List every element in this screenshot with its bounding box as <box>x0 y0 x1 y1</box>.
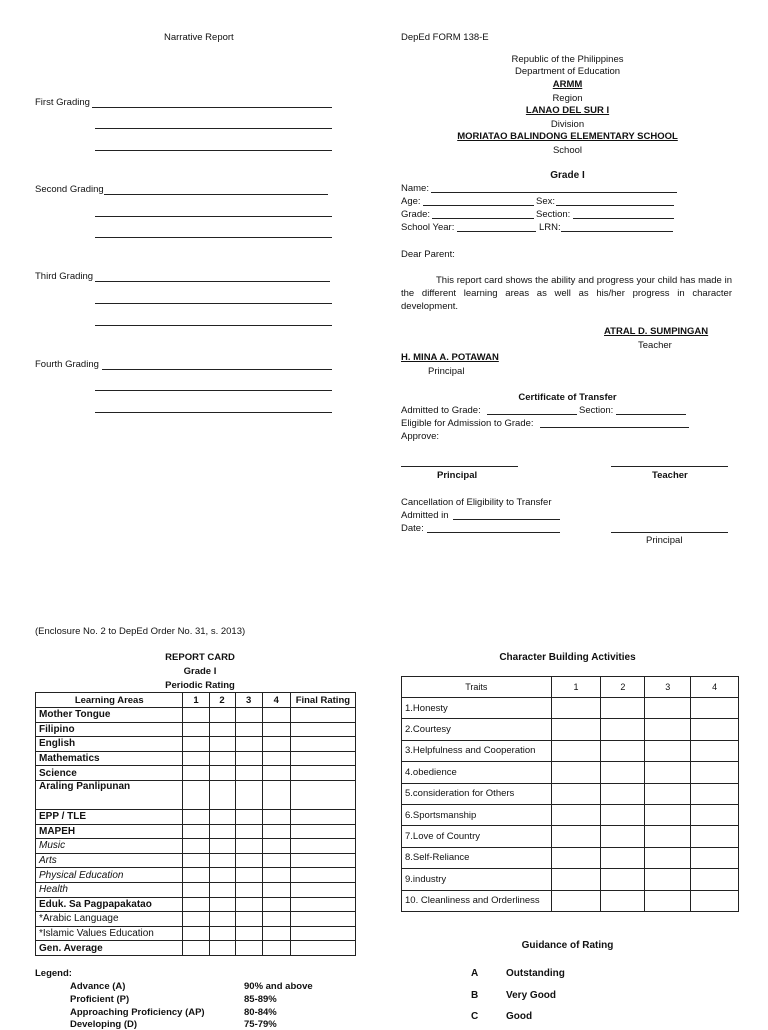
rating-cell-q2[interactable] <box>209 824 235 839</box>
rating-cell-final[interactable] <box>290 722 355 737</box>
report-card-row <box>36 912 356 927</box>
character-row <box>402 804 739 825</box>
rating-cell-final[interactable] <box>290 868 355 883</box>
division-label: Division <box>550 119 585 130</box>
trait-rating-cell-c2[interactable] <box>601 762 645 783</box>
fourth-grading-line-2[interactable] <box>95 390 332 391</box>
legend-title: Legend: <box>35 968 72 979</box>
learning-area-name: Mathematics <box>36 751 183 766</box>
report-card-row <box>36 766 356 781</box>
rating-cell-q3[interactable] <box>235 809 262 824</box>
report-card-row <box>36 897 356 912</box>
name-label: Name: <box>401 183 429 194</box>
trait-rating-cell-c4[interactable] <box>691 762 739 783</box>
admitted-in-label: Admitted in <box>401 510 449 521</box>
learning-area-name: *Arabic Language <box>36 912 183 927</box>
salutation: Dear Parent: <box>401 249 455 260</box>
school-value: MORIATAO BALINDONG ELEMENTARY SCHOOL <box>457 131 678 142</box>
header-learning-areas: Learning Areas <box>36 693 183 708</box>
lrn-label: LRN: <box>539 222 561 233</box>
rating-cell-final[interactable] <box>290 780 355 809</box>
fourth-grading-line-1[interactable] <box>102 369 332 370</box>
character-row <box>402 847 739 868</box>
rating-cell-q2[interactable] <box>209 882 235 897</box>
legend-label-developing: Developing (D) <box>70 1019 138 1030</box>
trait-rating-cell-c3[interactable] <box>645 826 691 847</box>
character-row <box>402 826 739 847</box>
legend-label-advance: Advance (A) <box>70 981 126 992</box>
report-card-row <box>36 722 356 737</box>
rating-cell-final[interactable] <box>290 737 355 752</box>
rating-cell-q4[interactable] <box>262 853 290 868</box>
guidance-label-c: Good <box>506 1011 533 1022</box>
guidance-label-a: Outstanding <box>506 968 565 979</box>
trait-name: 3.Helpfulness and Cooperation <box>402 740 552 761</box>
section-label: Section: <box>536 209 571 220</box>
rating-cell-q2[interactable] <box>209 912 235 927</box>
character-title: Character Building Activities <box>499 652 636 663</box>
rating-cell-q2[interactable] <box>209 809 235 824</box>
rating-cell-q2[interactable] <box>209 853 235 868</box>
report-card-title: REPORT CARD <box>165 652 235 663</box>
rating-cell-q3[interactable] <box>235 766 262 781</box>
rating-cell-q1[interactable] <box>183 941 209 956</box>
rating-cell-q3[interactable] <box>235 708 262 723</box>
rating-cell-q3[interactable] <box>235 737 262 752</box>
trait-rating-cell-c4[interactable] <box>691 869 739 890</box>
division-value: LANAO DEL SUR I <box>525 105 610 116</box>
third-grading-line-1[interactable] <box>95 281 330 282</box>
rating-cell-q4[interactable] <box>262 868 290 883</box>
teacher-name: ATRAL D. SUMPINGAN <box>604 326 709 337</box>
report-card-row <box>36 737 356 752</box>
rating-cell-q4[interactable] <box>262 751 290 766</box>
rating-cell-q3[interactable] <box>235 912 262 927</box>
region-value: ARMM <box>552 79 583 90</box>
header-q1: 1 <box>183 693 209 708</box>
header-c4: 4 <box>691 677 739 698</box>
report-card-subtitle: Periodic Rating <box>165 680 235 691</box>
rating-cell-q1[interactable] <box>183 839 209 854</box>
teacher-signature-line[interactable] <box>611 466 728 467</box>
fourth-grading-line-3[interactable] <box>95 412 332 413</box>
trait-rating-cell-c1[interactable] <box>551 804 601 825</box>
legend-label-proficient: Proficient (P) <box>70 994 130 1005</box>
rating-cell-q2[interactable] <box>209 941 235 956</box>
rating-cell-q1[interactable] <box>183 809 209 824</box>
rating-cell-final[interactable] <box>290 766 355 781</box>
admitted-grade-label: Admitted to Grade: <box>401 405 481 416</box>
learning-area-name: Eduk. Sa Pagpapakatao <box>36 897 183 912</box>
report-card-row <box>36 839 356 854</box>
report-card-row <box>36 853 356 868</box>
trait-rating-cell-c3[interactable] <box>645 869 691 890</box>
eligible-label: Eligible for Admission to Grade: <box>401 418 534 429</box>
cancel-principal-label: Principal <box>646 535 683 546</box>
rating-cell-q2[interactable] <box>209 766 235 781</box>
school-label: School <box>552 145 583 156</box>
admitted-in-field[interactable] <box>453 519 560 520</box>
rating-cell-q1[interactable] <box>183 926 209 941</box>
trait-rating-cell-c2[interactable] <box>601 869 645 890</box>
report-card-header-row <box>36 693 356 708</box>
rating-cell-q2[interactable] <box>209 868 235 883</box>
trait-rating-cell-c4[interactable] <box>691 890 739 911</box>
trait-rating-cell-c3[interactable] <box>645 847 691 868</box>
trait-rating-cell-c2[interactable] <box>601 740 645 761</box>
guidance-label-b: Very Good <box>506 990 557 1001</box>
rating-cell-q2[interactable] <box>209 780 235 809</box>
rating-cell-final[interactable] <box>290 941 355 956</box>
report-card-row <box>36 780 356 809</box>
trait-rating-cell-c1[interactable] <box>551 847 601 868</box>
rating-cell-final[interactable] <box>290 809 355 824</box>
report-card-table <box>35 692 356 956</box>
rating-cell-q3[interactable] <box>235 926 262 941</box>
rating-cell-q4[interactable] <box>262 737 290 752</box>
header-q2: 2 <box>209 693 235 708</box>
report-card-row <box>36 708 356 723</box>
rating-cell-final[interactable] <box>290 853 355 868</box>
rating-cell-q4[interactable] <box>262 780 290 809</box>
first-grading-line-3[interactable] <box>95 150 332 151</box>
trait-rating-cell-c1[interactable] <box>551 698 601 719</box>
sex-field[interactable] <box>556 205 674 206</box>
trait-rating-cell-c1[interactable] <box>551 826 601 847</box>
first-grading-line-2[interactable] <box>95 128 332 129</box>
legend-range-developing: 75-79% <box>244 1019 277 1030</box>
first-grading-line-1[interactable] <box>92 107 332 108</box>
learning-area-name: Arts <box>36 853 183 868</box>
age-field[interactable] <box>423 205 534 206</box>
report-card-row <box>36 941 356 956</box>
rating-cell-q1[interactable] <box>183 737 209 752</box>
report-card-row <box>36 751 356 766</box>
cert-section-label: Section: <box>579 405 614 416</box>
cancel-principal-signature-line[interactable] <box>611 532 728 533</box>
report-card-grade: Grade I <box>183 666 217 677</box>
header-q4: 4 <box>262 693 290 708</box>
rating-cell-q2[interactable] <box>209 722 235 737</box>
character-row <box>402 719 739 740</box>
grade-label: Grade: <box>401 209 431 220</box>
cert-section-field[interactable] <box>616 414 686 415</box>
teacher-label: Teacher <box>638 340 672 351</box>
trait-rating-cell-c4[interactable] <box>691 719 739 740</box>
rating-cell-q1[interactable] <box>183 708 209 723</box>
legend-range-advance: 90% and above <box>244 981 313 992</box>
rating-cell-q4[interactable] <box>262 926 290 941</box>
rating-cell-q3[interactable] <box>235 839 262 854</box>
rating-cell-q4[interactable] <box>262 809 290 824</box>
rating-cell-final[interactable] <box>290 882 355 897</box>
trait-rating-cell-c4[interactable] <box>691 740 739 761</box>
age-label: Age: <box>401 196 421 207</box>
third-grading-line-3[interactable] <box>95 325 332 326</box>
principal-name: H. MINA A. POTAWAN <box>401 352 499 363</box>
trait-rating-cell-c2[interactable] <box>601 826 645 847</box>
rating-cell-q4[interactable] <box>262 766 290 781</box>
trait-name: 4.obedience <box>402 762 552 783</box>
learning-area-name: Mother Tongue <box>36 708 183 723</box>
rating-cell-final[interactable] <box>290 839 355 854</box>
trait-name: 9.industry <box>402 869 552 890</box>
department-text: Department of Education <box>514 66 621 77</box>
header-c3: 3 <box>645 677 691 698</box>
header-final-rating: Final Rating <box>290 693 355 708</box>
character-row <box>402 740 739 761</box>
rating-cell-q3[interactable] <box>235 722 262 737</box>
trait-rating-cell-c2[interactable] <box>601 804 645 825</box>
rating-cell-q4[interactable] <box>262 897 290 912</box>
character-row <box>402 783 739 804</box>
learning-area-name: MAPEH <box>36 824 183 839</box>
trait-rating-cell-c3[interactable] <box>645 783 691 804</box>
learning-area-name: Araling Panlipunan <box>36 780 183 809</box>
second-grading-line-3[interactable] <box>95 237 332 238</box>
rating-cell-q4[interactable] <box>262 824 290 839</box>
rating-cell-q1[interactable] <box>183 897 209 912</box>
header-traits: Traits <box>402 677 552 698</box>
character-row <box>402 890 739 911</box>
learning-area-name: *Islamic Values Education <box>36 926 183 941</box>
rating-cell-q2[interactable] <box>209 926 235 941</box>
character-row <box>402 869 739 890</box>
rating-cell-q2[interactable] <box>209 751 235 766</box>
trait-name: 2.Courtesy <box>402 719 552 740</box>
trait-rating-cell-c1[interactable] <box>551 719 601 740</box>
trait-rating-cell-c3[interactable] <box>645 719 691 740</box>
learning-area-name: Gen. Average <box>36 941 183 956</box>
school-year-label: School Year: <box>401 222 455 233</box>
rating-cell-q4[interactable] <box>262 708 290 723</box>
rating-cell-q4[interactable] <box>262 839 290 854</box>
rating-cell-q1[interactable] <box>183 751 209 766</box>
rating-cell-q3[interactable] <box>235 897 262 912</box>
learning-area-name: Physical Education <box>36 868 183 883</box>
character-header-row <box>402 677 739 698</box>
character-row <box>402 762 739 783</box>
third-grading-label: Third Grading <box>35 271 94 282</box>
rating-cell-q1[interactable] <box>183 853 209 868</box>
rating-cell-q3[interactable] <box>235 941 262 956</box>
letter-paragraph: This report card shows the ability and progress your child has made in the different learning areas as well as his/her progress in character development. <box>401 275 732 312</box>
enclosure-note: (Enclosure No. 2 to DepEd Order No. 31, s. 2013) <box>35 626 246 637</box>
rating-cell-q4[interactable] <box>262 722 290 737</box>
section-field[interactable] <box>573 218 674 219</box>
admitted-grade-field[interactable] <box>487 414 577 415</box>
trait-rating-cell-c2[interactable] <box>601 890 645 911</box>
certificate-title: Certificate of Transfer <box>518 392 617 403</box>
rating-cell-q1[interactable] <box>183 912 209 927</box>
principal-signature-line[interactable] <box>401 466 518 467</box>
legend-range-proficient: 85-89% <box>244 994 277 1005</box>
trait-rating-cell-c2[interactable] <box>601 719 645 740</box>
learning-area-name: Filipino <box>36 722 183 737</box>
rating-cell-q1[interactable] <box>183 766 209 781</box>
legend-range-approaching: 80-84% <box>244 1007 277 1018</box>
trait-rating-cell-c2[interactable] <box>601 698 645 719</box>
approve-label: Approve: <box>401 431 440 442</box>
trait-rating-cell-c3[interactable] <box>645 762 691 783</box>
trait-rating-cell-c1[interactable] <box>551 740 601 761</box>
name-field[interactable] <box>431 192 677 193</box>
rating-cell-q4[interactable] <box>262 941 290 956</box>
rating-cell-q4[interactable] <box>262 882 290 897</box>
rating-cell-q2[interactable] <box>209 708 235 723</box>
trait-rating-cell-c3[interactable] <box>645 698 691 719</box>
trait-rating-cell-c2[interactable] <box>601 783 645 804</box>
rating-cell-q3[interactable] <box>235 853 262 868</box>
report-card-row <box>36 882 356 897</box>
republic-text: Republic of the Philippines <box>511 54 624 65</box>
rating-cell-q2[interactable] <box>209 897 235 912</box>
rating-cell-q1[interactable] <box>183 780 209 809</box>
rating-cell-q3[interactable] <box>235 780 262 809</box>
fourth-grading-label: Fourth Grading <box>35 359 99 370</box>
rating-cell-q3[interactable] <box>235 882 262 897</box>
region-label: Region <box>552 93 583 104</box>
rating-cell-q3[interactable] <box>235 868 262 883</box>
rating-cell-final[interactable] <box>290 897 355 912</box>
rating-cell-final[interactable] <box>290 912 355 927</box>
rating-cell-q3[interactable] <box>235 824 262 839</box>
guidance-code-a: A <box>471 968 479 979</box>
trait-name: 7.Love of Country <box>402 826 552 847</box>
trait-name: 8.Self-Reliance <box>402 847 552 868</box>
rating-cell-q4[interactable] <box>262 912 290 927</box>
header-c2: 2 <box>601 677 645 698</box>
grade-field[interactable] <box>432 218 534 219</box>
legend-label-approaching: Approaching Proficiency (AP) <box>70 1007 205 1018</box>
eligible-field[interactable] <box>540 427 689 428</box>
character-row <box>402 698 739 719</box>
cert-principal-label: Principal <box>437 470 478 481</box>
trait-rating-cell-c3[interactable] <box>645 890 691 911</box>
date-field[interactable] <box>427 532 560 533</box>
guidance-title: Guidance of Rating <box>521 940 614 951</box>
trait-rating-cell-c4[interactable] <box>691 804 739 825</box>
trait-rating-cell-c1[interactable] <box>551 890 601 911</box>
school-year-field[interactable] <box>457 231 536 232</box>
rating-cell-q1[interactable] <box>183 868 209 883</box>
trait-name: 5.consideration for Others <box>402 783 552 804</box>
guidance-code-c: C <box>471 1011 479 1022</box>
rating-cell-q2[interactable] <box>209 839 235 854</box>
sex-label: Sex: <box>536 196 556 207</box>
rating-cell-q1[interactable] <box>183 722 209 737</box>
date-label: Date: <box>401 523 424 534</box>
header-c1: 1 <box>551 677 601 698</box>
trait-rating-cell-c4[interactable] <box>691 826 739 847</box>
guidance-code-b: B <box>471 990 479 1001</box>
second-grading-label: Second Grading <box>35 184 104 195</box>
cert-teacher-label: Teacher <box>652 470 688 481</box>
cancellation-label: Cancellation of Eligibility to Transfer <box>401 497 552 508</box>
rating-cell-final[interactable] <box>290 708 355 723</box>
learning-area-name: English <box>36 737 183 752</box>
trait-rating-cell-c3[interactable] <box>645 804 691 825</box>
rating-cell-q2[interactable] <box>209 737 235 752</box>
character-table <box>401 676 739 912</box>
learning-area-name: EPP / TLE <box>36 809 183 824</box>
trait-rating-cell-c4[interactable] <box>691 698 739 719</box>
trait-rating-cell-c1[interactable] <box>551 869 601 890</box>
rating-cell-q1[interactable] <box>183 882 209 897</box>
rating-cell-final[interactable] <box>290 751 355 766</box>
rating-cell-q1[interactable] <box>183 824 209 839</box>
second-grading-line-1[interactable] <box>104 194 328 195</box>
trait-rating-cell-c2[interactable] <box>601 847 645 868</box>
learning-area-name: Music <box>36 839 183 854</box>
trait-name: 10. Cleanliness and Orderliness <box>402 890 552 911</box>
learning-area-name: Science <box>36 766 183 781</box>
trait-rating-cell-c1[interactable] <box>551 762 601 783</box>
header-q3: 3 <box>235 693 262 708</box>
first-grading-label: First Grading <box>35 97 90 108</box>
principal-label: Principal <box>428 366 465 377</box>
grade-title: Grade I <box>550 170 585 181</box>
report-card-row <box>36 824 356 839</box>
lrn-field[interactable] <box>561 231 673 232</box>
trait-name: 6.Sportsmanship <box>402 804 552 825</box>
trait-rating-cell-c3[interactable] <box>645 740 691 761</box>
rating-cell-final[interactable] <box>290 824 355 839</box>
rating-cell-final[interactable] <box>290 926 355 941</box>
rating-cell-q3[interactable] <box>235 751 262 766</box>
report-card-row <box>36 809 356 824</box>
second-grading-line-2[interactable] <box>95 216 332 217</box>
form-code: DepEd FORM 138-E <box>401 32 489 43</box>
learning-area-name: Health <box>36 882 183 897</box>
report-card-row <box>36 868 356 883</box>
third-grading-line-2[interactable] <box>95 303 332 304</box>
trait-name: 1.Honesty <box>402 698 552 719</box>
narrative-title: Narrative Report <box>164 32 234 43</box>
trait-rating-cell-c1[interactable] <box>551 783 601 804</box>
report-card-row <box>36 926 356 941</box>
trait-rating-cell-c4[interactable] <box>691 783 739 804</box>
trait-rating-cell-c4[interactable] <box>691 847 739 868</box>
